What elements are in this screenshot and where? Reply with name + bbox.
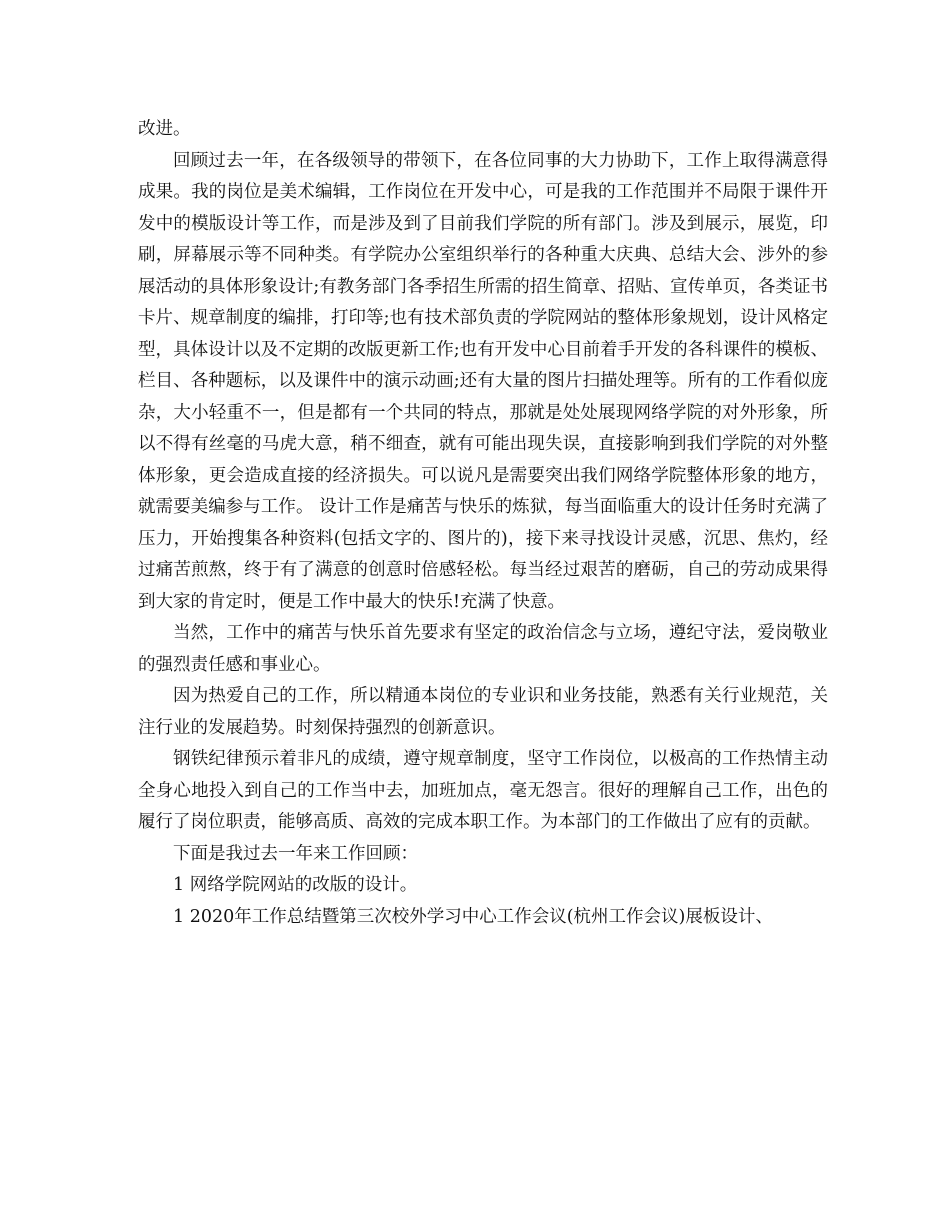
paragraph: 下面是我过去一年来工作回顾： bbox=[173, 843, 418, 864]
list-item: 1 网络学院网站的改版的设计。 bbox=[173, 875, 418, 895]
paragraph: 钢铁纪律预示着非凡的成绩，遵守规章制度，坚守工作岗位，以极高的工作热情主动全身心地投入到自己的工作当中去，加班加点，毫无怨言。很好的理解自己工作，出色的履行了岗位职责，能够高质、高效的完成本职工作。为本部门的工作做出了应有的贡献。 bbox=[138, 749, 828, 832]
list-item: 1 2020年工作总结暨第三次校外学习中心工作会议(杭州工作会议)展板设计、 bbox=[173, 906, 773, 927]
paragraph: 回顾过去一年，在各级领导的带领下，在各位同事的大力协助下，工作上取得满意得成果。我的岗位是美术编辑，工作岗位在开发中心，可是我的工作范围并不局限于课件开发中的模版设计等工作，而是涉及到了目前我们学院的所有部门。涉及到展示，展览，印刷，屏幕展示等不同种类。有学院办公室组织举行的各种重大庆典、总结大会、涉外的参展活动的具体形象设计;有教务部门各季招生所需的招生简章、招贴、宣传单页，各类证书卡片、规章制度的编排，打印等;也有技术部负责的学院网站的整体形象规划，设计风格定型，具体设计以及不定期的改版更新工作;也有开发中心目前着手开发的各科课件的模板、栏目、各种题标，以及课件中的演示动画;还有大量的图片扫描处理等。所有的工作看似庞杂，大小轻重不一，但是都有一个共同的特点，那就是处处展现网络学院的对外形象，所以不得有丝毫的马虎大意，稍不细查，就有可能出现失误，直接影响到我们学院的对外整体形象，更会造成直接的经济损失。可以说凡是需要突出我们网络学院整体形象的地方，就需要美编参与工作。 设计工作是痛苦与快乐的炼狱，每当面临重大的设计任务时充满了压力，开始搜集各种资料(包括文字的、图片的)，接下来寻找设计灵感，沉思、焦灼，经过痛苦煎熬，终于有了满意的创意时倍感轻松。每当经过艰苦的磨砺，自己的劳动成果得到大家的肯定时，便是工作中最大的快乐!充满了快意。 bbox=[138, 150, 828, 612]
paragraph: 改进。 bbox=[138, 119, 191, 139]
document-body bbox=[138, 114, 828, 933]
paragraph: 因为热爱自己的工作，所以精通本岗位的专业识和业务技能，熟悉有关行业规范，关注行业的发展趋势。时刻保持强烈的创新意识。 bbox=[138, 686, 828, 738]
paragraph: 当然，工作中的痛苦与快乐首先要求有坚定的政治信念与立场，遵纪守法，爱岗敬业的强烈责任感和事业心。 bbox=[138, 623, 828, 675]
